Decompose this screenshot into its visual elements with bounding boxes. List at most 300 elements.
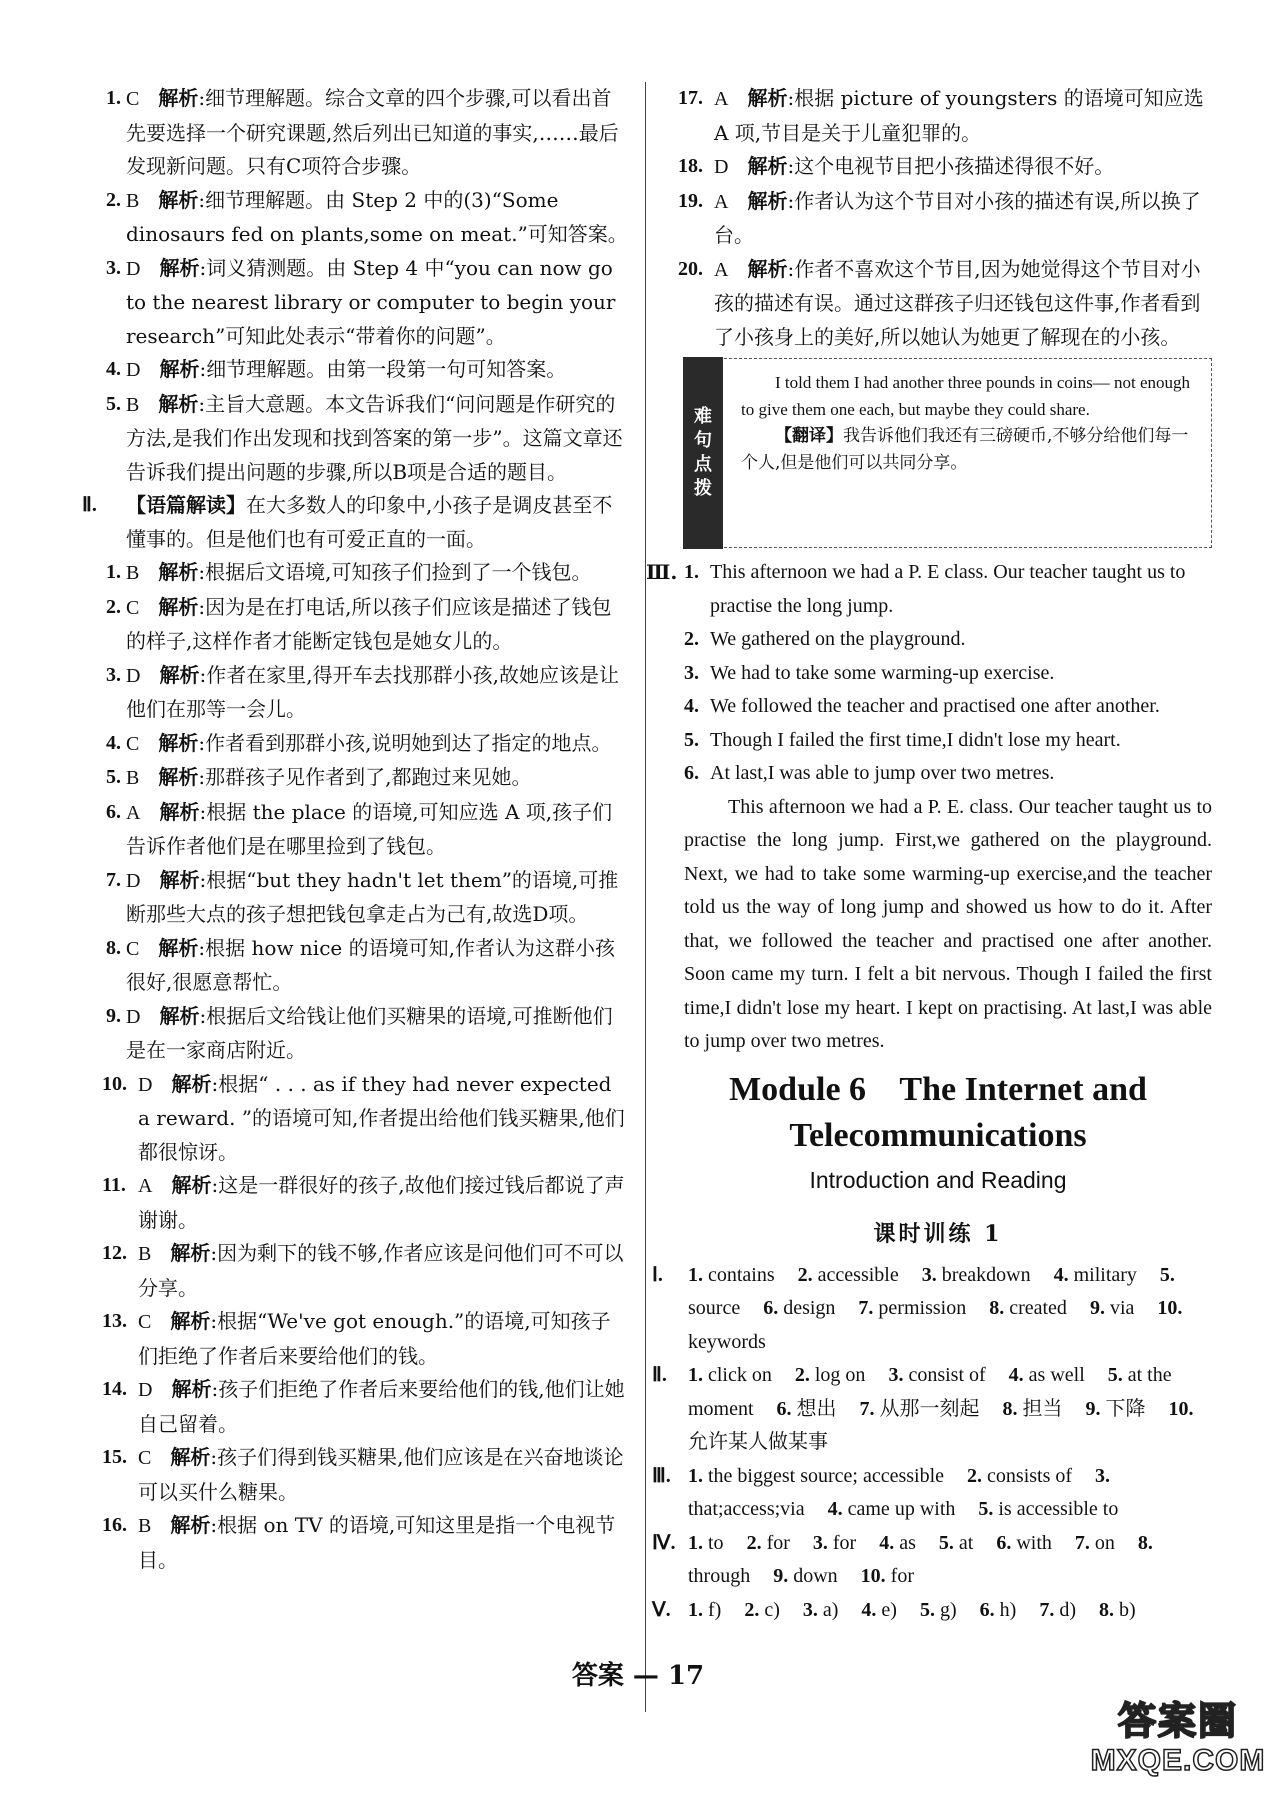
exercise-text: f): [708, 1598, 722, 1621]
exercise-text: through: [688, 1565, 751, 1587]
sentence-number: 4.: [684, 695, 699, 717]
exercise-text: e): [881, 1598, 897, 1621]
answer-number: 12.: [102, 1242, 127, 1264]
analysis-text: :细节理解题。综合文章的四个步骤,可以看出首先要选择一个研究课题,然后列出已知道的事实,……最后发现新问题。只有C项符合步骤。: [126, 86, 619, 178]
exercise-text: consists of: [987, 1464, 1073, 1487]
answer-number: 16.: [102, 1514, 127, 1536]
tip-translation: [741, 423, 1201, 477]
analysis-text: :孩子们得到钱买糖果,他们应该是在兴奋地谈论可以买什么糖果。: [138, 1445, 624, 1504]
exercise-text: b): [1118, 1598, 1136, 1621]
analysis-keyword: 解析: [170, 1445, 211, 1469]
exercise-text: 从那一刻起: [879, 1397, 980, 1420]
sentence-number: 2.: [684, 628, 699, 650]
analysis-text: :那群孩子见作者到了,都跑过来见她。: [198, 765, 532, 789]
exercise-answer: [813, 1532, 856, 1554]
exercise-number: 1.: [688, 1364, 703, 1386]
tip-label: [683, 357, 723, 549]
exercise-text: 下降: [1105, 1397, 1146, 1420]
answer-number: 3.: [106, 663, 121, 686]
exercise-roman: Ⅰ.: [652, 1263, 663, 1286]
tip-label-char: 难: [694, 406, 712, 427]
exercise-answer: [996, 1532, 1052, 1554]
exercise-number: 6.: [776, 1397, 792, 1420]
answer-choice: D: [138, 1073, 153, 1096]
exercise-text: consist of: [908, 1364, 986, 1386]
answer-item: [88, 1441, 628, 1509]
sentence-text: We gathered on the playground.: [710, 628, 966, 650]
answer-item: [88, 1000, 628, 1068]
exercise-number: 3.: [802, 1598, 818, 1621]
answer-choice: C: [138, 1311, 152, 1333]
exercise-number: 7.: [1074, 1531, 1090, 1554]
exercise-roman: Ⅴ.: [652, 1598, 671, 1621]
answer-item: [88, 1509, 628, 1577]
answer-choice: B: [126, 562, 140, 584]
sentence-item: [664, 623, 1212, 657]
answer-number: 20.: [678, 257, 703, 280]
analysis-keyword: 解析: [747, 188, 788, 213]
analysis-text: :细节理解题。由 Step 2 中的(3)“Some dinosaurs fed on plants,some on meat.”可知答案。: [126, 187, 628, 246]
answer-item: [664, 82, 1212, 150]
analysis-text: :根据后文语境,可知孩子们捡到了一个钱包。: [198, 560, 592, 584]
exercise-roman: Ⅱ.: [652, 1364, 667, 1386]
analysis-text: :这个电视节目把小孩描述得很不好。: [787, 154, 1115, 178]
exercise-text: contains: [708, 1263, 775, 1286]
answer-choice: A: [126, 801, 141, 824]
exercise-text: to: [708, 1531, 724, 1554]
exercise-row: [652, 1527, 1212, 1594]
analysis-text: :根据“but they hadn't let them”的语境,可推断那些大点的孩子想把钱包拿走占为己有,故选D项。: [126, 867, 619, 926]
exercise-text: as: [899, 1531, 916, 1554]
answer-item: [88, 353, 628, 388]
exercise-answer: [803, 1599, 839, 1621]
analysis-text: :孩子们拒绝了作者后来要给他们的钱,他们让她自己留着。: [138, 1377, 625, 1436]
answer-choice: D: [126, 664, 141, 687]
answer-choice: A: [714, 258, 729, 281]
analysis-text: :根据“We've got enough.”的语境,可知孩子们拒绝了作者后来要给他们的钱。: [138, 1309, 611, 1368]
exercise-answer: [773, 1565, 837, 1587]
exercise-text: accessible: [817, 1263, 899, 1286]
exercise-text: permission: [878, 1297, 967, 1319]
exercise-answer: [688, 1599, 721, 1621]
exercise-text: log on: [814, 1364, 866, 1386]
answer-item: [88, 761, 628, 796]
tip-label-char: 点: [694, 454, 712, 475]
exercise-answer: [795, 1364, 866, 1386]
module-title: [664, 1067, 1212, 1159]
section-2-tag: 【语篇解读】: [126, 493, 246, 517]
analysis-keyword: 解析: [171, 1071, 212, 1096]
answer-item: [88, 796, 628, 864]
exercise-number: 7.: [1039, 1598, 1055, 1621]
exercise-number: 6.: [996, 1531, 1012, 1554]
exercise-number: 4.: [1008, 1364, 1024, 1386]
exercise-text: g): [939, 1598, 957, 1621]
exercise-row: [652, 1359, 1212, 1460]
exercise-number: 4.: [879, 1531, 895, 1554]
answer-item: [88, 1169, 628, 1237]
analysis-keyword: 解析: [170, 1241, 211, 1265]
exercise-answer: [989, 1297, 1067, 1319]
answer-choice: D: [126, 359, 141, 381]
exercise-number: 3.: [1095, 1464, 1111, 1487]
analysis-text: :根据 how nice 的语境可知,作者认为这群小孩很好,很愿意帮忙。: [126, 935, 615, 994]
answer-number: 14.: [102, 1378, 127, 1400]
analysis-keyword: 解析: [171, 1377, 212, 1401]
answer-item: [88, 659, 628, 727]
exercise-text: that;access;via: [688, 1498, 805, 1520]
tip-translation-tag: 【翻译】: [775, 426, 843, 446]
exercise-text: down: [793, 1565, 838, 1587]
analysis-keyword: 解析: [158, 86, 199, 110]
exercise-text: on: [1094, 1531, 1115, 1554]
answer-number: 3.: [106, 256, 121, 279]
answer-choice: C: [126, 937, 140, 960]
analysis-keyword: 解析: [170, 1513, 211, 1537]
analysis-text: :根据 picture of youngsters 的语境可知应选 A 项,节目是关于儿童犯罪的。: [714, 86, 1204, 145]
answer-number: 19.: [678, 189, 703, 212]
analysis-keyword: 解析: [158, 730, 199, 755]
analysis-text: :根据 on TV 的语境,可知这里是指一个电视节目。: [138, 1513, 616, 1572]
tip-english: I told them I had another three pounds in coins— not enough to give them one each, but maybe they could share.: [741, 373, 1190, 419]
answer-number: 4.: [106, 731, 121, 754]
exercise-number: 1.: [688, 1531, 703, 1554]
answer-choice: A: [714, 88, 729, 110]
exercise-text: 允许某人做某事: [688, 1431, 828, 1453]
analysis-keyword: 解析: [159, 255, 200, 280]
analysis-keyword: 解析: [158, 560, 199, 584]
exercise-text: with: [1016, 1531, 1052, 1554]
page-number: 答案 — 17: [571, 1661, 705, 1691]
answer-item: [88, 82, 628, 184]
answer-item: [88, 1237, 628, 1305]
analysis-keyword: 解析: [158, 594, 199, 619]
answer-item: [88, 932, 628, 1000]
exercise-text: c): [764, 1598, 780, 1621]
exercise-text: click on: [708, 1364, 772, 1386]
tip-label-char: 句: [694, 430, 712, 451]
exercise-answer: [688, 1264, 775, 1286]
answer-choice: B: [138, 1243, 152, 1265]
module-title-line-1: Module 6 The Internet and: [729, 1070, 1147, 1108]
exercise-text: for: [890, 1565, 914, 1587]
answer-choice: C: [126, 732, 140, 755]
answer-item: [88, 864, 628, 932]
exercise-text: design: [783, 1297, 836, 1319]
sentence-item: [664, 724, 1212, 758]
exercise-answer: [1075, 1532, 1115, 1554]
exercise-answers: [652, 1259, 1212, 1628]
exercise-answer: [688, 1465, 944, 1487]
watermark-text: 答案圈: [1117, 1698, 1238, 1743]
section-3-roman: Ⅲ.: [646, 560, 678, 584]
exercise-number: 6.: [979, 1598, 995, 1621]
exercise-number: 10.: [860, 1565, 886, 1587]
analysis-text: :词义猜测题。由 Step 4 中“you can now go to the nearest library or computer to begin your research”可知此处表示“带着你的问题”。: [126, 255, 616, 348]
analysis-keyword: 解析: [159, 662, 200, 687]
answer-number: 13.: [102, 1310, 127, 1332]
sentence-text: We followed the teacher and practised one after another.: [710, 695, 1160, 717]
analysis-text: :作者在家里,得开车去找那群小孩,故她应该是让他们在那等一会儿。: [126, 662, 619, 721]
exercise-number: 8.: [1002, 1397, 1018, 1420]
exercise-answer: [922, 1264, 1031, 1286]
answer-choice: B: [126, 393, 140, 416]
answer-choice: B: [126, 767, 140, 789]
answer-item: [88, 1373, 628, 1441]
exercise-number: 8.: [1098, 1598, 1114, 1621]
exercise-number: 5.: [978, 1498, 994, 1520]
answers-section-2-cont: [664, 82, 1212, 354]
exercise-number: 9.: [773, 1565, 789, 1587]
exercise-answer: [1039, 1599, 1076, 1621]
answer-item: [88, 1068, 628, 1170]
exercise-answer: [920, 1599, 957, 1621]
exercise-roman: Ⅲ.: [652, 1464, 671, 1487]
analysis-text: :作者认为这个节目对小孩的描述有误,所以换了台。: [714, 188, 1201, 247]
exercise-number: 8.: [1137, 1531, 1153, 1554]
exercise-text: breakdown: [941, 1263, 1031, 1286]
sentence-text: We had to take some warming-up exercise.: [710, 661, 1055, 684]
answer-number: 5.: [106, 766, 121, 788]
sentence-number: 5.: [684, 728, 699, 751]
answer-number: 4.: [106, 358, 121, 380]
tip-label-char: 拨: [694, 478, 712, 499]
sentence-number: 1.: [684, 561, 699, 583]
site-watermark: [1088, 1684, 1268, 1792]
answer-number: 10.: [102, 1072, 127, 1095]
analysis-text: :根据后文给钱让他们买糖果的语境,可推断他们是在一家商店附近。: [126, 1003, 613, 1062]
analysis-keyword: 解析: [747, 154, 788, 178]
exercise-text: at: [958, 1531, 974, 1554]
exercise-answer: [858, 1297, 966, 1319]
exercise-answer: [978, 1498, 1118, 1520]
answer-choice: D: [126, 869, 141, 892]
exercise-number: 9.: [1089, 1297, 1105, 1319]
right-column: [646, 82, 1212, 1627]
exercise-number: 3.: [888, 1364, 904, 1386]
analysis-text: :细节理解题。由第一段第一句可知答案。: [199, 357, 567, 381]
sentence-number: 3.: [684, 661, 699, 684]
exercise-text: is accessible to: [998, 1498, 1119, 1520]
exercise-answer: [1086, 1398, 1146, 1420]
exercise-row: [652, 1594, 1212, 1628]
exercise-number: 3.: [812, 1531, 828, 1554]
analysis-keyword: 解析: [158, 187, 199, 212]
exercise-text: the biggest source; accessible: [708, 1464, 945, 1487]
analysis-keyword: 解析: [159, 357, 200, 381]
answer-choice: D: [714, 156, 729, 178]
answer-choice: B: [126, 189, 140, 212]
answer-item: [88, 727, 628, 762]
exercise-number: 2.: [794, 1364, 810, 1386]
answer-choice: D: [126, 1005, 141, 1028]
answer-number: 9.: [106, 1004, 121, 1027]
answer-item: [88, 184, 628, 252]
exercise-number: 2.: [967, 1464, 983, 1487]
answer-number: 6.: [106, 800, 121, 823]
answer-number: 15.: [102, 1446, 127, 1468]
exercise-row: [652, 1460, 1212, 1527]
exercise-text: military: [1073, 1263, 1137, 1286]
exercise-number: 4.: [1053, 1263, 1069, 1286]
exercise-number: 4.: [861, 1598, 877, 1621]
sentence-text: At last,I was able to jump over two metres.: [710, 762, 1055, 784]
exercise-answer: [688, 1364, 772, 1386]
exercise-number: 7.: [858, 1297, 874, 1319]
analysis-keyword: 解析: [747, 256, 788, 281]
watermark-url: MXQE.COM: [1090, 1744, 1266, 1777]
exercise-answer: [828, 1498, 956, 1520]
exercise-number: 1.: [688, 1263, 703, 1286]
exercise-text: via: [1109, 1297, 1135, 1319]
exercise-answer: [1003, 1398, 1063, 1420]
exercise-answer: [763, 1297, 835, 1319]
exercise-answer: [879, 1532, 916, 1554]
exercise-number: 1.: [688, 1464, 703, 1487]
section-3-passage: This afternoon we had a P. E. class. Our teacher taught us to practise the long jump. First,we gathered on the playground. Next, we had to take some warming-up exercise,and the teacher told us the way of long jump and showed us how to do it. After that, we followed the teacher and practised one after another. Soon came my turn. I felt a bit nervous. Though I failed the first time,I didn't lose my heart. I kept on practising. At last,I was able to jump over two metres.: [684, 795, 1212, 1052]
answer-item: [88, 556, 628, 591]
exercise-number: 9.: [1085, 1397, 1101, 1420]
analysis-text: :主旨大意题。本文告诉我们“问问题是作研究的方法,是我们作出发现和找到答案的第一步”。这篇文章还告诉我们提出问题的步骤,所以B项是合适的题目。: [126, 391, 623, 484]
exercise-number: 10.: [1168, 1397, 1194, 1420]
answer-number: 2.: [106, 188, 121, 211]
exercise-answer: [777, 1398, 837, 1420]
module-subtitle: Introduction and Reading: [809, 1166, 1067, 1193]
exercise-text: for: [832, 1531, 857, 1554]
analysis-text: :因为是在打电话,所以孩子们应该是描述了钱包的样子,这样作者才能断定钱包是她女儿的。: [126, 594, 612, 653]
answer-choice: C: [126, 88, 140, 110]
answer-item: [88, 388, 628, 490]
analysis-keyword: 解析: [158, 391, 199, 416]
exercise-number: 5.: [1159, 1263, 1175, 1286]
exercise-text: keywords: [688, 1330, 766, 1353]
exercise-answer: [747, 1532, 790, 1554]
exercise-answer: [1054, 1264, 1137, 1286]
exercise-number: 2.: [746, 1531, 762, 1554]
exercise-answer: [861, 1599, 897, 1621]
sentence-item: [664, 657, 1212, 691]
sentence-text: Though I failed the first time,I didn't lose my heart.: [710, 728, 1121, 751]
answer-choice: D: [138, 1379, 153, 1401]
exercise-answer: [860, 1398, 980, 1420]
exercise-answer: [688, 1532, 724, 1554]
answers-section-2: [88, 556, 628, 1577]
exercise-number: 8.: [989, 1297, 1005, 1319]
sentence-text: This afternoon we had a P. E class. Our teacher taught us to practise the long jump.: [710, 561, 1186, 617]
section-2-summary: 在大多数人的印象中,小孩子是调皮甚至不懂事的。但是他们也有可爱正直的一面。: [126, 493, 613, 551]
exercise-number: 2.: [744, 1598, 760, 1621]
sentence-item: [664, 690, 1212, 724]
exercise-text: 想出: [796, 1397, 837, 1420]
sentence-item: [664, 757, 1212, 791]
answer-choice: B: [138, 1515, 152, 1537]
analysis-keyword: 解析: [170, 1309, 211, 1333]
exercise-answer: [1009, 1364, 1085, 1386]
tip-body: [741, 369, 1201, 477]
left-column: [82, 82, 628, 1577]
analysis-text: :这是一群很好的孩子,故他们接过钱后都说了声谢谢。: [138, 1173, 625, 1232]
analysis-keyword: 解析: [158, 765, 199, 789]
exercise-number: 5.: [919, 1598, 935, 1621]
column-divider: [645, 82, 646, 1712]
exercise-text: as well: [1028, 1364, 1085, 1386]
tip-translation-text: 我告诉他们我还有三磅硬币,不够分给他们每一个人,但是他们可以共同分享。: [741, 426, 1189, 473]
answer-item: [664, 185, 1212, 253]
answer-item: [88, 591, 628, 659]
analysis-keyword: 解析: [171, 1173, 212, 1197]
exercise-number: 5.: [1107, 1364, 1123, 1386]
exercise-answer: [967, 1465, 1072, 1487]
section-3-sentences: [646, 556, 1212, 791]
exercise-text: created: [1009, 1297, 1067, 1319]
answer-number: 2.: [106, 595, 121, 618]
answer-number: 11.: [102, 1174, 126, 1196]
exercise-answer: [744, 1599, 780, 1621]
answer-choice: D: [126, 257, 141, 280]
analysis-text: :根据“ . . . as if they had never expected a reward. ”的语境可知,作者提出给他们钱买糖果,他们都很惊讶。: [138, 1071, 625, 1164]
exercise-roman: Ⅳ.: [652, 1531, 676, 1554]
exercise-answer: [888, 1364, 985, 1386]
answer-item: [664, 253, 1212, 355]
answer-item: [88, 1305, 628, 1373]
answer-number: 7.: [106, 868, 121, 891]
answer-number: 18.: [678, 155, 703, 177]
exercise-text: at the moment: [688, 1364, 1172, 1420]
analysis-keyword: 解析: [159, 867, 200, 892]
section-2-roman: Ⅱ.: [82, 494, 97, 516]
exercise-text: 担当: [1022, 1397, 1063, 1420]
exercise-number: 10.: [1157, 1297, 1183, 1319]
answer-item: [88, 252, 628, 354]
answer-number: 8.: [106, 936, 121, 959]
exercise-number: 3.: [921, 1263, 937, 1286]
answer-choice: C: [126, 596, 140, 619]
analysis-keyword: 解析: [159, 799, 200, 824]
exercise-answer: [1099, 1599, 1136, 1621]
answer-choice: A: [714, 190, 729, 213]
answers-section-1: [88, 82, 628, 489]
analysis-keyword: 解析: [159, 1003, 200, 1028]
answer-number: 17.: [678, 87, 703, 109]
exercise-answer: [1090, 1297, 1134, 1319]
exercise-text: source: [688, 1297, 741, 1319]
exercise-number: 6.: [763, 1297, 779, 1319]
exercise-number: 7.: [859, 1397, 875, 1420]
exercise-answer: [861, 1565, 914, 1587]
answer-choice: C: [138, 1447, 152, 1469]
exercise-answer: [798, 1264, 899, 1286]
exercise-answer: [939, 1532, 973, 1554]
exercise-text: for: [766, 1531, 790, 1554]
lesson-title: 课时训练 1: [873, 1220, 1003, 1247]
analysis-keyword: 解析: [747, 86, 788, 110]
section-2-intro: [82, 489, 628, 556]
sentence-number: 6.: [684, 762, 699, 784]
exercise-number: 4.: [827, 1498, 843, 1520]
analysis-text: :根据 the place 的语境,可知应选 A 项,孩子们告诉作者他们是在哪里捡到了钱包。: [126, 799, 613, 858]
difficult-sentence-tip: [684, 358, 1212, 548]
exercise-number: 5.: [938, 1531, 954, 1554]
exercise-answer: [980, 1599, 1017, 1621]
answer-number: 5.: [106, 392, 121, 415]
exercise-text: a): [822, 1598, 839, 1621]
analysis-text: :作者不喜欢这个节目,因为她觉得这个节目对小孩的描述有误。通过这群孩子归还钱包这件事,作者看到了小孩身上的美好,所以她认为她更了解现在的小孩。: [714, 256, 1201, 349]
exercise-row: [652, 1259, 1212, 1360]
answer-choice: A: [138, 1175, 153, 1197]
exercise-number: 1.: [688, 1598, 703, 1621]
exercise-number: 2.: [797, 1263, 813, 1286]
analysis-text: :因为剩下的钱不够,作者应该是问他们可不可以分享。: [138, 1241, 624, 1300]
